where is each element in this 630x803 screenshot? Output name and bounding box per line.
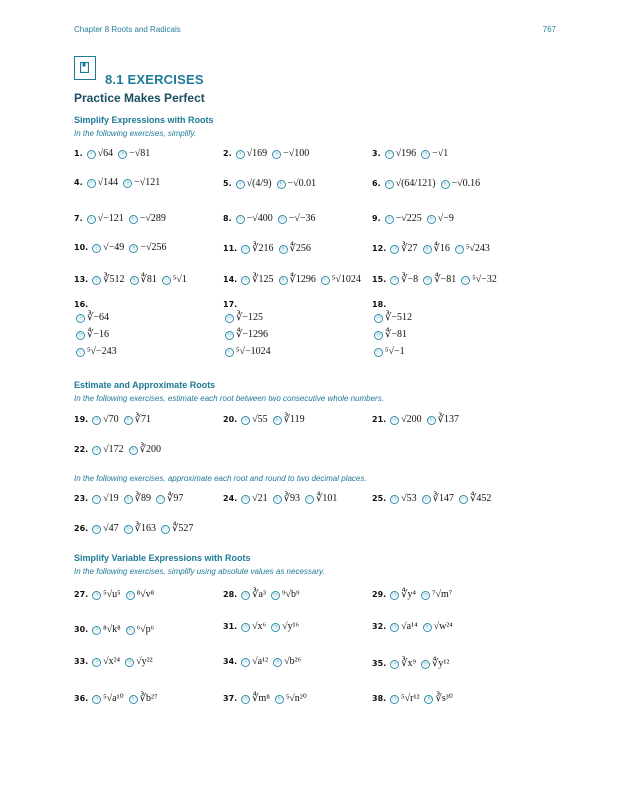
letter-b-icon: ⓑ (426, 696, 432, 702)
problem-number: 18. (372, 300, 387, 309)
problem-24 (223, 492, 340, 505)
expression-c: ⁵√−1 (385, 346, 405, 357)
letter-a-icon: ⓐ (242, 417, 249, 423)
expression-a: √19 (103, 493, 119, 504)
expression-b: ∜−81 (385, 329, 408, 340)
letter-a-icon: ⓐ (88, 216, 94, 222)
letter-c-icon: ⓒ (163, 277, 170, 283)
instruction-variable: In the following exercises, simplify using absolute values as necessary. (74, 567, 325, 576)
letter-a-icon: ⓐ (391, 661, 398, 667)
expression-b: ∛71 (134, 414, 152, 425)
letter-b-icon: ⓑ (422, 592, 429, 598)
letter-a-icon: ⓐ (242, 496, 249, 502)
letter-a-icon: ⓐ (77, 315, 84, 321)
problem-16 (74, 298, 120, 362)
expression-a: √55 (252, 414, 268, 425)
problem-36 (74, 692, 160, 705)
letter-a-icon: ⓐ (391, 496, 398, 502)
problem-38 (372, 692, 456, 705)
letter-a-icon: ⓐ (391, 624, 398, 630)
problem-14 (223, 273, 364, 286)
problem-number: 16. (74, 300, 89, 309)
problem-23 (74, 492, 186, 505)
letter-b-icon: ⓑ (422, 661, 429, 667)
expression-a: √(64/121) (395, 178, 436, 189)
expression-a: ∛125 (252, 274, 274, 285)
expression-a: √47 (103, 523, 119, 534)
instruction-simplify: In the following exercises, simplify. (74, 129, 197, 138)
letter-b-icon: ⓑ (424, 277, 431, 283)
problem-9 (372, 212, 457, 225)
expression-a: √172 (103, 444, 124, 455)
letter-b-icon: ⓑ (276, 696, 283, 702)
expression-b: −√−36 (288, 213, 316, 224)
letter-a-icon: ⓐ (386, 216, 392, 222)
letter-b-icon: ⓑ (428, 216, 434, 222)
expression-a: ∛−125 (236, 312, 264, 323)
expression-b: ∛137 (437, 414, 460, 425)
problem-number: 1. (74, 149, 83, 158)
problem-30 (74, 623, 157, 636)
problem-number: 8. (223, 214, 232, 223)
problem-number: 17. (223, 300, 238, 309)
instruction-approximate: In the following exercises, approximate each root and round to two decimal places. (74, 474, 367, 483)
problem-17 (223, 298, 274, 362)
letter-a-icon: ⓐ (242, 592, 249, 598)
letter-b-icon: ⓑ (274, 496, 280, 502)
letter-b-icon: ⓑ (279, 216, 285, 222)
letter-c-icon: ⓒ (162, 526, 169, 532)
expression-b: √y²² (136, 656, 153, 667)
expression-b: ⁵√n²⁰ (285, 693, 307, 704)
letter-b-icon: ⓑ (274, 417, 280, 423)
expression-b: ⁹√b⁹ (281, 589, 300, 600)
expression-c: ⁵√−1024 (236, 346, 271, 357)
problem-22 (74, 443, 164, 456)
letter-a-icon: ⓐ (93, 447, 100, 453)
problem-number: 26. (74, 524, 89, 533)
letter-b-icon: ⓑ (422, 151, 429, 157)
problem-18 (372, 298, 415, 362)
problem-number: 37. (223, 694, 238, 703)
expression-a: √169 (246, 148, 268, 159)
problem-1 (74, 147, 153, 160)
problem-number: 25. (372, 494, 387, 503)
letter-a-icon: ⓐ (93, 627, 100, 633)
expression-c: ∜527 (172, 523, 194, 534)
problem-number: 7. (74, 214, 83, 223)
letter-a-icon: ⓐ (93, 245, 100, 251)
letter-c-icon: ⓒ (460, 496, 467, 502)
letter-b-icon: ⓑ (442, 181, 448, 187)
problem-15 (372, 273, 500, 286)
expression-b: ∜−16 (87, 329, 110, 340)
letter-b-icon: ⓑ (124, 180, 131, 186)
subtitle: Practice Makes Perfect (74, 91, 205, 105)
letter-a-icon: ⓐ (88, 180, 94, 186)
expression-a: √x²⁴ (103, 656, 121, 667)
expression-b: √y¹⁶ (282, 621, 300, 632)
letter-b-icon: ⓑ (125, 526, 131, 532)
expression-c: ⁵√1 (172, 274, 187, 285)
letter-b-icon: ⓑ (272, 624, 279, 630)
exercise-icon (74, 56, 96, 80)
letter-a-icon: ⓐ (237, 181, 243, 187)
letter-c-icon: ⓒ (462, 277, 469, 283)
expression-a: ∛x⁹ (401, 658, 417, 669)
expression-b: ∛s³⁰ (435, 693, 453, 704)
problem-number: 20. (223, 415, 238, 424)
letter-a-icon: ⓐ (242, 277, 249, 283)
letter-b-icon: ⓑ (428, 417, 434, 423)
problem-number: 32. (372, 622, 387, 631)
problem-37 (223, 692, 310, 705)
problem-number: 23. (74, 494, 89, 503)
letter-b-icon: ⓑ (125, 496, 131, 502)
expression-a: ∛27 (401, 243, 418, 254)
letter-a-icon: ⓐ (391, 277, 398, 283)
expression-b: ∜y¹² (432, 658, 450, 669)
letter-a-icon: ⓐ (242, 246, 249, 252)
expression-b: ⁷√m⁷ (432, 589, 453, 600)
letter-a-icon: ⓐ (242, 696, 249, 702)
expression-b: −√121 (134, 177, 161, 188)
expression-c: ⁵√1024 (331, 274, 361, 285)
problem-number: 5. (223, 179, 232, 188)
problem-34 (223, 655, 304, 668)
letter-b-icon: ⓑ (272, 592, 279, 598)
problem-31 (223, 620, 302, 633)
expression-a: √64 (97, 148, 114, 159)
problem-number: 11. (223, 244, 238, 253)
problem-number: 28. (223, 590, 238, 599)
letter-c-icon: ⓒ (375, 349, 382, 355)
expression-b: √b²⁶ (284, 656, 302, 667)
problem-32 (372, 620, 456, 633)
heading-variable-roots: Simplify Variable Expressions with Roots (74, 553, 251, 563)
problem-number: 31. (223, 622, 238, 631)
expression-a: √−49 (103, 242, 125, 253)
expression-a: ∛a³ (252, 589, 266, 600)
problem-number: 34. (223, 657, 238, 666)
expression-a: ⁵√a¹⁰ (103, 693, 124, 704)
problem-number: 14. (223, 275, 238, 284)
letter-b-icon: ⓑ (226, 332, 233, 338)
problem-number: 4. (74, 178, 83, 187)
letter-a-icon: ⓐ (237, 216, 243, 222)
expression-b: ∜−1296 (236, 329, 269, 340)
expression-a: ∜m⁸ (252, 693, 270, 704)
expression-a: ⁸√k⁸ (103, 624, 121, 635)
expression-b: ∜81 (140, 274, 157, 285)
problem-number: 6. (372, 179, 381, 188)
expression-b: ∛163 (134, 523, 157, 534)
section-title: 8.1 EXERCISES (105, 72, 204, 87)
letter-a-icon: ⓐ (386, 151, 392, 157)
problem-number: 15. (372, 275, 387, 284)
expression-a: −√225 (395, 213, 422, 224)
letter-b-icon: ⓑ (424, 246, 430, 252)
letter-b-icon: ⓑ (127, 592, 133, 598)
letter-b-icon: ⓑ (274, 659, 281, 665)
expression-b: −√100 (283, 148, 310, 159)
expression-c: ⁵√−243 (87, 346, 117, 357)
expression-b: ∜256 (289, 243, 311, 254)
letter-a-icon: ⓐ (242, 659, 249, 665)
problem-number: 9. (372, 214, 381, 223)
problem-number: 35. (372, 659, 387, 668)
problem-6 (372, 177, 483, 190)
letter-b-icon: ⓑ (375, 332, 382, 338)
letter-a-icon: ⓐ (93, 417, 100, 423)
letter-a-icon: ⓐ (93, 659, 100, 665)
problem-2 (223, 147, 312, 160)
expression-a: √21 (252, 493, 268, 504)
heading-estimate-roots: Estimate and Approximate Roots (74, 380, 216, 390)
problem-number: 29. (372, 590, 387, 599)
letter-c-icon: ⓒ (157, 496, 164, 502)
letter-b-icon: ⓑ (131, 245, 137, 251)
problem-27 (74, 588, 157, 601)
problem-8 (223, 212, 319, 225)
problem-5 (223, 177, 319, 190)
letter-a-icon: ⓐ (391, 592, 398, 598)
problem-number: 33. (74, 657, 89, 666)
expression-a: ∛512 (103, 274, 125, 285)
expression-a: √a¹² (252, 656, 269, 667)
letter-a-icon: ⓐ (386, 181, 392, 187)
expression-a: √53 (401, 493, 417, 504)
letter-c-icon: ⓒ (306, 496, 313, 502)
problem-33 (74, 655, 156, 668)
page-number: 767 (542, 25, 556, 34)
expression-c: ∜452 (470, 493, 492, 504)
problem-20 (223, 413, 308, 426)
expression-a: ⁵√u⁵ (103, 589, 121, 600)
problem-number: 24. (223, 494, 238, 503)
letter-b-icon: ⓑ (130, 696, 136, 702)
expression-a: √144 (97, 177, 119, 188)
problem-11 (223, 242, 314, 255)
expression-a: √196 (395, 148, 417, 159)
letter-b-icon: ⓑ (131, 277, 137, 283)
letter-a-icon: ⓐ (93, 496, 100, 502)
problem-number: 19. (74, 415, 89, 424)
problem-13 (74, 273, 190, 286)
expression-c: ∜97 (167, 493, 184, 504)
expression-b: ∛93 (283, 493, 301, 504)
letter-b-icon: ⓑ (280, 277, 286, 283)
problem-number: 12. (372, 244, 387, 253)
letter-c-icon: ⓒ (322, 277, 329, 283)
expression-a: √200 (401, 414, 422, 425)
instruction-estimate: In the following exercises, estimate each root between two consecutive whole numbers. (74, 394, 384, 403)
letter-a-icon: ⓐ (93, 277, 100, 283)
problem-7 (74, 212, 169, 225)
problem-number: 22. (74, 445, 89, 454)
letter-a-icon: ⓐ (93, 526, 100, 532)
expression-b: −√256 (140, 242, 167, 253)
letter-b-icon: ⓑ (424, 624, 430, 630)
expression-a: ∛−64 (87, 312, 110, 323)
problem-number: 38. (372, 694, 387, 703)
expression-b: −√81 (129, 148, 151, 159)
expression-a: ∜y⁴ (401, 589, 417, 600)
letter-b-icon: ⓑ (77, 332, 84, 338)
expression-b: −√0.01 (287, 178, 317, 189)
letter-b-icon: ⓑ (127, 627, 133, 633)
problem-28 (223, 588, 302, 601)
letter-b-icon: ⓑ (423, 496, 429, 502)
problem-21 (372, 413, 462, 426)
problem-number: 10. (74, 243, 89, 252)
problem-number: 21. (372, 415, 387, 424)
letter-b-icon: ⓑ (280, 246, 286, 252)
expression-a: √a¹⁴ (401, 621, 418, 632)
letter-b-icon: ⓑ (125, 417, 131, 423)
letter-b-icon: ⓑ (278, 181, 284, 187)
letter-a-icon: ⓐ (88, 151, 94, 157)
expression-b: ∛b²⁷ (139, 693, 158, 704)
letter-b-icon: ⓑ (130, 216, 136, 222)
expression-b: ∛147 (432, 493, 455, 504)
letter-a-icon: ⓐ (391, 696, 398, 702)
running-header-chapter: Chapter 8 Roots and Radicals (74, 25, 181, 34)
expression-a: √x⁶ (252, 621, 267, 632)
problem-35 (372, 657, 452, 670)
expression-c: ⁵√243 (465, 243, 490, 254)
expression-a: −√400 (246, 213, 273, 224)
problem-number: 30. (74, 625, 89, 634)
expression-a: √70 (103, 414, 119, 425)
letter-a-icon: ⓐ (93, 592, 100, 598)
expression-b: ∜16 (433, 243, 450, 254)
letter-a-icon: ⓐ (391, 417, 398, 423)
expression-b: ⁸√v⁸ (136, 589, 155, 600)
expression-a: ∛−512 (385, 312, 413, 323)
problem-number: 3. (372, 149, 381, 158)
problem-3 (372, 147, 451, 160)
expression-b: ∜1296 (289, 274, 316, 285)
letter-a-icon: ⓐ (237, 151, 243, 157)
letter-b-icon: ⓑ (119, 151, 126, 157)
problem-number: 27. (74, 590, 89, 599)
expression-b: ∛89 (134, 493, 152, 504)
letter-a-icon: ⓐ (226, 315, 233, 321)
expression-b: √w²⁴ (433, 621, 453, 632)
letter-a-icon: ⓐ (242, 624, 249, 630)
problem-10 (74, 241, 169, 254)
problem-29 (372, 588, 455, 601)
problem-number: 36. (74, 694, 89, 703)
expression-a: √(4/9) (246, 178, 272, 189)
letter-c-icon: ⓒ (456, 246, 463, 252)
problem-19 (74, 413, 154, 426)
letter-a-icon: ⓐ (93, 696, 100, 702)
expression-b: ∜−81 (434, 274, 457, 285)
expression-c: ⁵√−32 (472, 274, 497, 285)
expression-b: ∛119 (283, 414, 305, 425)
problem-number: 13. (74, 275, 89, 284)
expression-a: √−121 (97, 213, 124, 224)
expression-a: ⁵√r¹² (401, 693, 420, 704)
expression-c: ∜101 (316, 493, 338, 504)
letter-c-icon: ⓒ (226, 349, 233, 355)
expression-b: ∛200 (139, 444, 162, 455)
expression-b: −√1 (432, 148, 449, 159)
problem-4 (74, 176, 163, 189)
letter-b-icon: ⓑ (273, 151, 280, 157)
letter-c-icon: ⓒ (77, 349, 84, 355)
problem-26 (74, 522, 196, 535)
expression-b: −√0.16 (451, 178, 481, 189)
problem-12 (372, 242, 493, 255)
expression-a: ∛216 (252, 243, 274, 254)
expression-b: ⁶√p⁶ (136, 624, 155, 635)
letter-a-icon: ⓐ (375, 315, 382, 321)
expression-b: √−9 (437, 213, 454, 224)
letter-b-icon: ⓑ (126, 659, 133, 665)
problem-25 (372, 492, 494, 505)
heading-simplify-roots: Simplify Expressions with Roots (74, 115, 214, 125)
letter-b-icon: ⓑ (130, 447, 136, 453)
problem-number: 2. (223, 149, 232, 158)
expression-a: ∛−8 (401, 274, 419, 285)
letter-a-icon: ⓐ (391, 246, 398, 252)
expression-b: −√289 (139, 213, 166, 224)
